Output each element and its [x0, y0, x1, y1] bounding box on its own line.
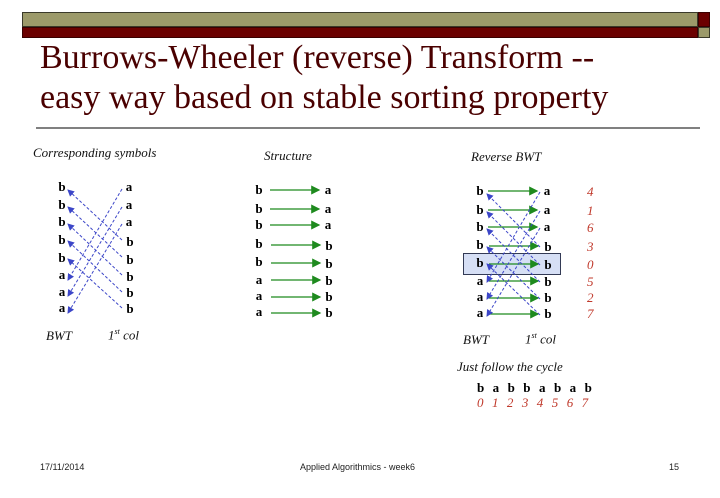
bwt-symbol: a — [476, 289, 484, 304]
footer-page-number: 15 — [669, 462, 680, 472]
first-col-symbol: a — [324, 201, 332, 216]
bwt-symbol: b — [476, 183, 484, 198]
first-col-symbol: b — [325, 273, 333, 288]
bwt-symbol: b — [476, 237, 484, 252]
first-col-symbol: a — [543, 219, 551, 234]
row-index: 6 — [587, 220, 594, 235]
first-col-symbol: b — [126, 285, 134, 300]
bwt-symbol: a — [476, 273, 484, 288]
label-first-col: 1st col — [525, 331, 556, 347]
title-line-2: easy way based on stable sorting property — [40, 79, 609, 116]
first-col-symbol: a — [125, 197, 133, 212]
bwt-symbol: b — [255, 217, 263, 232]
first-col-symbol: a — [324, 182, 332, 197]
first-col-symbol: b — [325, 238, 333, 253]
bwt-symbol: a — [58, 267, 66, 282]
bwt-symbol: b — [476, 219, 484, 234]
label-bwt: BWT — [46, 328, 72, 343]
bwt-symbol: b — [255, 201, 263, 216]
first-col-symbol: a — [125, 214, 133, 229]
bwt-symbol: b — [58, 214, 66, 229]
label-first-col: 1st col — [108, 327, 139, 343]
caption-corresponding-symbols: Corresponding symbols — [33, 145, 157, 160]
bwt-symbol: b — [476, 202, 484, 217]
first-col-symbol: a — [543, 183, 551, 198]
first-col-symbol: a — [543, 202, 551, 217]
first-col-symbol: b — [126, 301, 134, 316]
bwt-symbol: b — [58, 197, 66, 212]
bwt-symbol-highlighted: b — [476, 255, 484, 270]
bwt-symbol: a — [476, 305, 484, 320]
footer-date: 17/11/2014 — [40, 462, 85, 472]
caption-reverse-bwt: Reverse BWT — [471, 149, 542, 164]
first-col-symbol: b — [325, 305, 333, 320]
row-index: 4 — [587, 184, 594, 199]
row-index: 2 — [587, 290, 594, 305]
title-line-1: Burrows-Wheeler (reverse) Transform -- — [40, 39, 595, 76]
row-index: 3 — [587, 239, 594, 254]
bwt-symbol: b — [58, 179, 66, 194]
row-index: 1 — [587, 203, 594, 218]
first-col-symbol: b — [544, 239, 552, 254]
first-col-symbol: b — [544, 274, 552, 289]
footer-course: Applied Algorithmics - week6 — [300, 462, 416, 472]
bwt-symbol: a — [255, 272, 263, 287]
first-col-symbol: b — [544, 290, 552, 305]
first-col-symbol: b — [126, 234, 134, 249]
first-col-symbol: b — [325, 289, 333, 304]
bwt-symbol: b — [58, 232, 66, 247]
first-col-symbol: b — [126, 252, 134, 267]
bwt-symbol: b — [255, 254, 263, 269]
first-col-symbol: a — [324, 217, 332, 232]
label-bwt: BWT — [463, 332, 489, 347]
bwt-symbol: a — [255, 288, 263, 303]
first-col-symbol: b — [325, 256, 333, 271]
bwt-symbol: a — [58, 300, 66, 315]
bwt-symbol: b — [255, 182, 263, 197]
bwt-symbol: a — [58, 284, 66, 299]
bwt-symbol: b — [58, 250, 66, 265]
row-index: 7 — [587, 306, 594, 321]
row-index: 5 — [587, 274, 594, 289]
cycle-sequence: b a b b a b a b — [477, 380, 595, 395]
cycle-positions: 0 1 2 3 4 5 6 7 — [477, 395, 591, 410]
caption-follow-cycle: Just follow the cycle — [457, 359, 563, 374]
bwt-symbol: a — [255, 304, 263, 319]
bwt-symbol: b — [255, 236, 263, 251]
first-col-symbol: b — [544, 306, 552, 321]
first-col-symbol: b — [126, 269, 134, 284]
first-col-symbol-highlighted: b — [544, 257, 552, 272]
row-index: 0 — [587, 257, 594, 272]
caption-structure: Structure — [264, 148, 312, 163]
first-col-symbol: a — [125, 179, 133, 194]
